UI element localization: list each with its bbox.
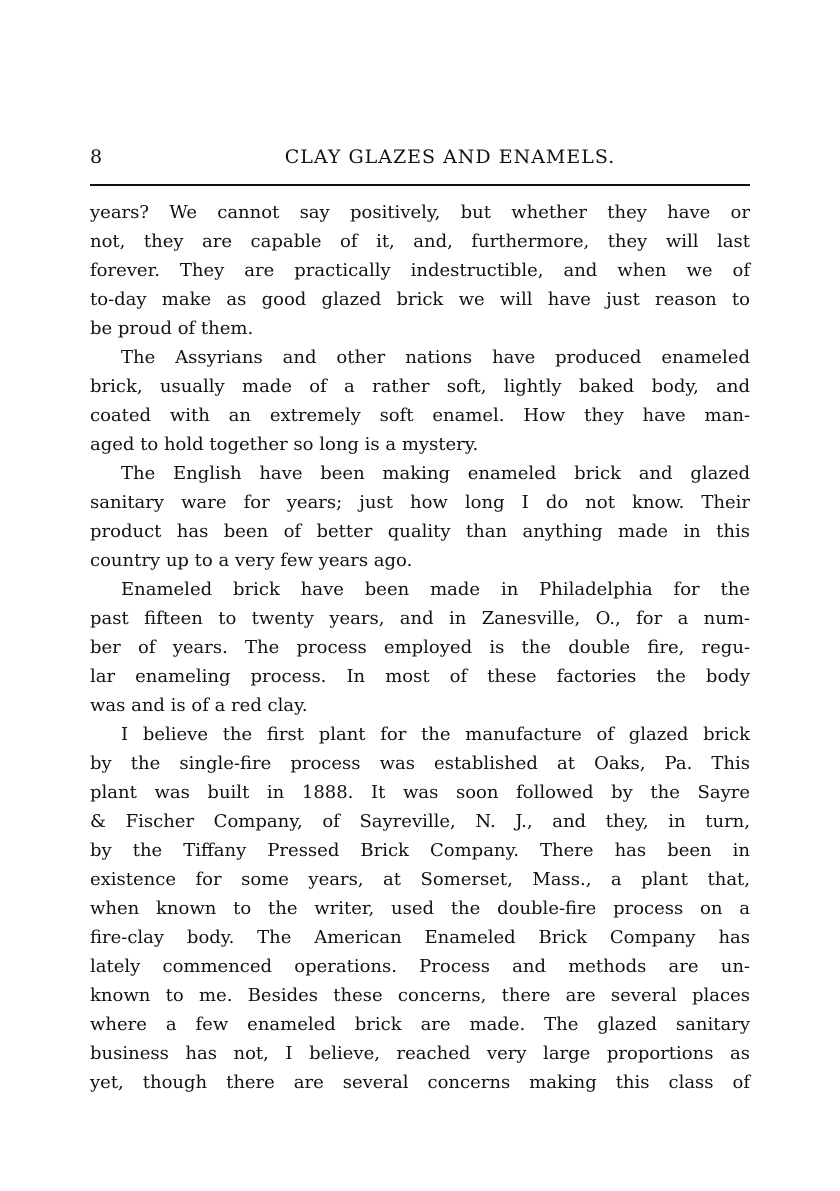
text-line: was and is of a red clay. <box>90 695 308 716</box>
running-title: CLAY GLAZES AND ENAMELS. <box>284 146 616 168</box>
text-line: not, they are capable of it, and, furthermore, they will last <box>90 231 750 252</box>
text-line: fire-clay body. The American Enameled Brick Company has <box>90 927 750 948</box>
text-line: country up to a very few years ago. <box>90 550 413 571</box>
text-line: business has not, I believe, reached very large proportions as <box>90 1043 750 1064</box>
text-line: be proud of them. <box>90 318 254 339</box>
paragraph-start-line: Enameled brick have been made in Philadelphia for the <box>121 579 750 600</box>
text-line: lately commenced operations. Process and methods are un- <box>90 956 750 977</box>
page-number: 8 <box>90 146 103 168</box>
text-line: past fifteen to twenty years, and in Zanesville, O., for a num- <box>90 608 750 629</box>
header-rule <box>90 184 750 186</box>
text-line: by the single-fire process was established at Oaks, Pa. This <box>90 753 750 774</box>
text-line: sanitary ware for years; just how long I do not know. Their <box>90 492 750 513</box>
text-line: by the Tiffany Pressed Brick Company. There has been in <box>90 840 750 861</box>
text-line: aged to hold together so long is a mystery. <box>90 434 479 455</box>
paragraph-start-line: I believe the first plant for the manufacture of glazed brick <box>121 724 750 745</box>
text-line: forever. They are practically indestructible, and when we of <box>90 260 750 281</box>
paragraph-start-line: The Assyrians and other nations have produced enameled <box>121 347 750 368</box>
text-line: years? We cannot say positively, but whether they have or <box>90 202 750 223</box>
text-line: coated with an extremely soft enamel. How they have man- <box>90 405 750 426</box>
text-line: where a few enameled brick are made. The glazed sanitary <box>90 1014 750 1035</box>
text-line: to-day make as good glazed brick we will have just reason to <box>90 289 750 310</box>
text-line: brick, usually made of a rather soft, lightly baked body, and <box>90 376 750 397</box>
text-line: & Fischer Company, of Sayreville, N. J., and they, in turn, <box>90 811 750 832</box>
page-header <box>90 146 750 170</box>
body-text <box>90 198 750 1097</box>
text-line: known to me. Besides these concerns, there are several places <box>90 985 750 1006</box>
text-line: when known to the writer, used the double-fire process on a <box>90 898 750 919</box>
text-line: plant was built in 1888. It was soon followed by the Sayre <box>90 782 750 803</box>
text-line: lar enameling process. In most of these factories the body <box>90 666 750 687</box>
text-line: yet, though there are several concerns making this class of <box>90 1072 750 1093</box>
text-line: product has been of better quality than anything made in this <box>90 521 750 542</box>
text-line: existence for some years, at Somerset, Mass., a plant that, <box>90 869 750 890</box>
text-line: ber of years. The process employed is the double fire, regu- <box>90 637 750 658</box>
paragraph-start-line: The English have been making enameled brick and glazed <box>121 463 750 484</box>
